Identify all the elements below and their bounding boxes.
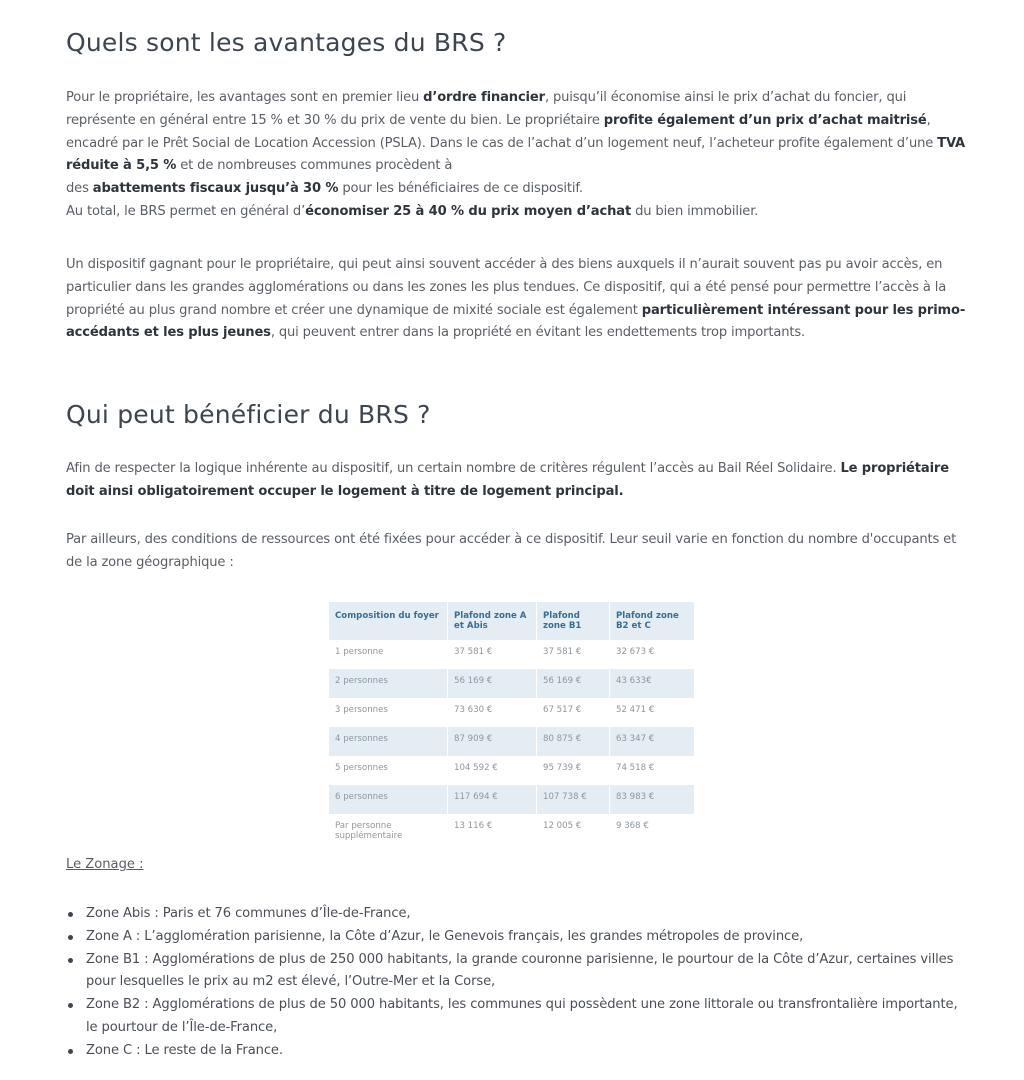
zone-list-item bbox=[66, 903, 966, 926]
table-row bbox=[329, 814, 695, 843]
table-cell: 83 983 € bbox=[610, 785, 695, 814]
bold-text: particulièrement intéressant pour les primo-accédants et les plus jeunes bbox=[66, 302, 966, 341]
text-run: Par ailleurs, des conditions de ressources ont été fixées pour accéder à ce dispositif. Leur seuil varie en fonction du nombre d'occupants et de la zone géographique : bbox=[66, 532, 957, 570]
bold-text: économiser 25 à 40 % du prix moyen d’achat bbox=[305, 203, 632, 219]
heading-avantages: Quels sont les avantages du BRS ? bbox=[66, 28, 507, 57]
table-cell: 80 875 € bbox=[537, 727, 610, 756]
table-cell: 2 personnes bbox=[329, 669, 448, 698]
zone-text: Zone B2 : Agglomérations de plus de 50 000 habitants, les communes qui possèdent une zone littorale ou transfrontalière importante, le pourtour de l’Île-de-France, bbox=[86, 997, 958, 1035]
table-row bbox=[329, 727, 695, 756]
table-cell: 67 517 € bbox=[537, 698, 610, 727]
bullet-icon bbox=[68, 958, 73, 963]
table-row bbox=[329, 785, 695, 814]
table-body bbox=[329, 640, 695, 843]
table-cell: 5 personnes bbox=[329, 756, 448, 785]
text-run: , encadré par le Prêt Social de Location Accession (PSLA). Dans le cas de l’achat d’un logement neuf, l’acheteur profite également d’une bbox=[66, 112, 938, 151]
table-cell: 43 633€ bbox=[610, 669, 695, 698]
income-ceiling-table bbox=[329, 602, 695, 843]
table-cell: 6 personnes bbox=[329, 785, 448, 814]
zone-list-item bbox=[66, 1040, 966, 1063]
table-cell: 95 739 € bbox=[537, 756, 610, 785]
table-cell: 37 581 € bbox=[448, 640, 537, 669]
text-run: des bbox=[66, 181, 93, 197]
table-cell: 3 personnes bbox=[329, 698, 448, 727]
zone-list-item bbox=[66, 949, 966, 995]
table-cell: 107 738 € bbox=[537, 785, 610, 814]
text-run: et de nombreuses communes procèdent à bbox=[176, 158, 453, 174]
table-cell: 1 personne bbox=[329, 640, 448, 669]
table-cell: Par personne supplémentaire bbox=[329, 814, 448, 843]
table-header-cell: Composition du foyer bbox=[329, 602, 448, 640]
paragraph-conditions-ressources bbox=[66, 529, 966, 575]
table-cell: 13 116 € bbox=[448, 814, 537, 843]
bullet-icon bbox=[68, 912, 73, 917]
zone-text: Zone C : Le reste de la France. bbox=[86, 1042, 283, 1058]
paragraph-criteres bbox=[66, 458, 966, 504]
table-cell: 56 169 € bbox=[448, 669, 537, 698]
table-header-cell: Plafond zone A et Abis bbox=[448, 602, 537, 640]
text-run: Afin de respecter la logique inhérente au dispositif, un certain nombre de critères régulent l’accès au Bail Réel Solidaire. bbox=[66, 461, 841, 476]
text-run: , puisqu’il économise ainsi le prix d’achat du foncier, qui représente en général entre 15 % et 30 % du prix de vente du bien. Le propriétaire bbox=[66, 90, 907, 128]
table-cell: 32 673 € bbox=[610, 640, 695, 669]
table-row bbox=[329, 698, 695, 727]
bold-text: abattements fiscaux jusqu’à 30 % bbox=[92, 181, 339, 197]
zonage-list bbox=[66, 903, 966, 1063]
table-cell: 73 630 € bbox=[448, 698, 537, 727]
table-cell: 37 581 € bbox=[537, 640, 610, 669]
table-header-cell: Plafond zone B2 et C bbox=[610, 602, 695, 640]
bold-text: profite également d’un prix d’achat maitrisé bbox=[603, 112, 927, 128]
text-run: Un dispositif gagnant pour le propriétaire, qui peut ainsi souvent accéder à des biens auxquels il n’aurait souvent pas pu avoir accès, en particulier dans les grandes agglomérations ou dans les zones les plus tendues. Ce dispositif, qui a été pensé pour permettre l’accès à la propriété au plus grand nombre et créer une dynamique de mixité sociale est également bbox=[66, 257, 947, 318]
zone-text: Zone A : L’agglomération parisienne, la Côte d’Azur, le Genevois français, les grandes métropoles de province, bbox=[86, 928, 804, 944]
table-cell: 63 347 € bbox=[610, 727, 695, 756]
heading-beneficiaires: Qui peut bénéficier du BRS ? bbox=[66, 400, 431, 429]
table-cell: 117 694 € bbox=[448, 785, 537, 814]
table-cell: 56 169 € bbox=[537, 669, 610, 698]
table-cell: 104 592 € bbox=[448, 756, 537, 785]
text-run: pour les bénéficiaires de ce dispositif. bbox=[338, 181, 583, 197]
table-row bbox=[329, 669, 695, 698]
table-header-row bbox=[329, 602, 695, 640]
table-cell: 9 368 € bbox=[610, 814, 695, 843]
zone-list-item bbox=[66, 926, 966, 949]
table-cell: 74 518 € bbox=[610, 756, 695, 785]
table-cell: 12 005 € bbox=[537, 814, 610, 843]
zone-list-item bbox=[66, 994, 966, 1040]
text-run: Pour le propriétaire, les avantages sont en premier lieu bbox=[66, 90, 424, 105]
bullet-icon bbox=[68, 1049, 73, 1054]
text-run: Au total, le BRS permet en général d’ bbox=[66, 203, 306, 219]
text-run: du bien immobilier. bbox=[631, 203, 759, 219]
paragraph-dispositif-gagnant bbox=[66, 254, 966, 345]
bold-text: d’ordre financier bbox=[423, 90, 545, 105]
table-header-cell: Plafond zone B1 bbox=[537, 602, 610, 640]
zone-text: Zone Abis : Paris et 76 communes d’Île-de-France, bbox=[86, 906, 411, 921]
bold-text: TVA réduite à 5,5 % bbox=[66, 135, 966, 174]
bullet-icon bbox=[68, 935, 73, 940]
table-cell: 4 personnes bbox=[329, 727, 448, 756]
table-row bbox=[329, 640, 695, 669]
bold-text: Le propriétaire doit ainsi obligatoirement occuper le logement à titre de logement principal. bbox=[66, 461, 949, 499]
paragraph-avantages-financiers bbox=[66, 87, 966, 224]
table-row bbox=[329, 756, 695, 785]
zone-text: Zone B1 : Agglomérations de plus de 250 000 habitants, la grande couronne parisienne, le pourtour de la Côte d’Azur, certaines villes pour lesquelles le prix au m2 est élevé, l’Outre-Mer et la Corse, bbox=[86, 951, 954, 990]
text-run: , qui peuvent entrer dans la propriété en évitant les endettements trop importants. bbox=[270, 325, 806, 341]
zonage-label: Le Zonage : bbox=[66, 857, 144, 872]
table-cell: 87 909 € bbox=[448, 727, 537, 756]
bullet-icon bbox=[68, 1003, 73, 1008]
table-cell: 52 471 € bbox=[610, 698, 695, 727]
